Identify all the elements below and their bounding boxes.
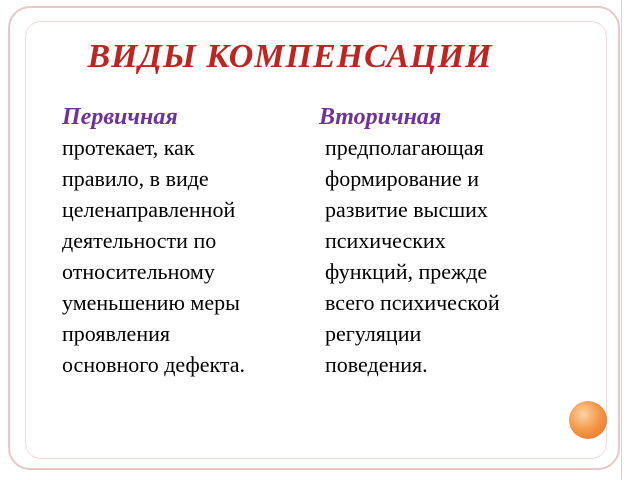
primary-heading: Первичная <box>62 104 178 130</box>
slide-edge-line <box>621 0 622 480</box>
slide-title: ВИДЫ КОМПЕНСАЦИИ <box>87 38 493 75</box>
primary-description: протекает, как правило, в виде целенаправленной деятельности по относительному уменьшению меры проявления основного дефекта. <box>62 135 246 377</box>
secondary-compensation-column <box>319 102 569 380</box>
secondary-heading: Вторичная <box>319 104 442 130</box>
primary-compensation-column <box>62 102 312 380</box>
orange-circle-icon <box>569 401 607 439</box>
secondary-description: предполагающая формирование и развитие высших психических функций, прежде всего психической регуляции поведения. <box>325 135 500 377</box>
